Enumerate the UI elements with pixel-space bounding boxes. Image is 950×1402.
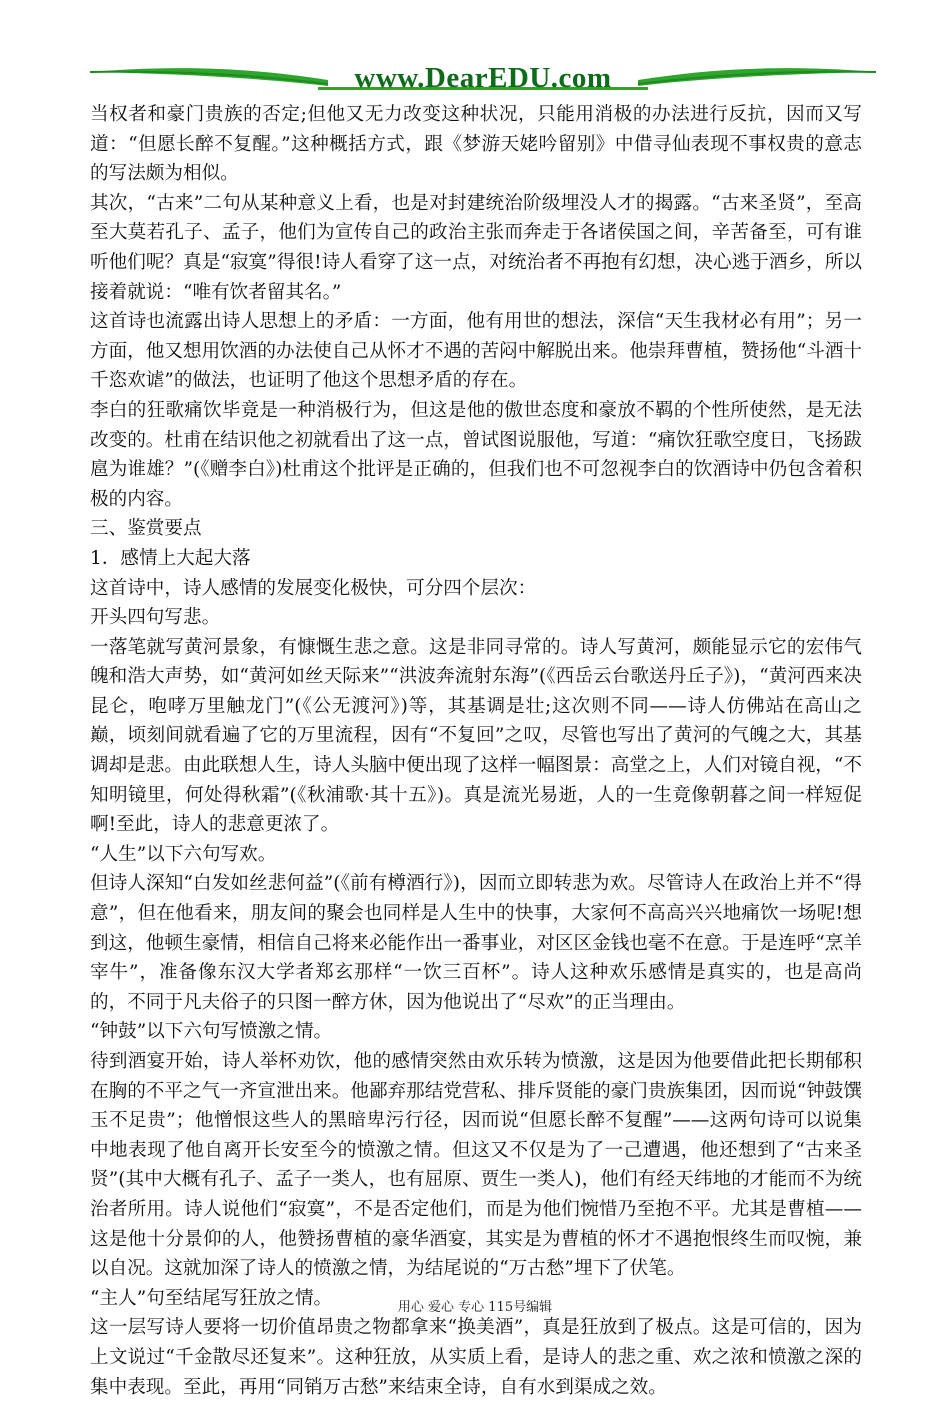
- section-heading: 三、鉴赏要点: [90, 518, 202, 540]
- paragraph: 待到酒宴开始，诗人举杯劝饮，他的感情突然由欢乐转为愤激，这是因为他要借此把长期郁积在胸的不平之气一齐宣泄出来。他鄙弃那结党营私、排斥贤能的豪门贵族集团，因而说“钟鼓馔玉不足贵”；他憎恨这些人的黑暗卑污行径，因而说“但愿长醉不复醒”——这两句诗可以说集中地表现了他自离开长安至今的愤激之情。但这又不仅是为了一己遭遇，他还想到了“古来圣贤”(其中大概有孔子、孟子一类人，也有屈原、贾生一类人)，他们有经天纬地的才能而不为统治者所用。诗人说他们“寂寞”，不是否定他们，而是为他们惋惜乃至抱不平。尤其是曹植——这是他十分景仰的人，他赞扬曹植的豪华酒宴，其实是为曹植的怀才不遇抱恨终生而叹惋，兼以自况。这就加深了诗人的愤激之情，为结尾说的“万古愁”埋下了伏笔。: [90, 1051, 862, 1280]
- paragraph: 这一层写诗人要将一切价值昂贵之物都拿来“换美酒”，真是狂放到了极点。这是可信的，因为上文说过“千金散尽还复来”。这种狂放，从实质上看，是诗人的悲之重、欢之浓和愤激之深的集中表现。至此，再用“同销万古愁”来结束全诗，自有水到渠成之效。: [90, 1317, 862, 1398]
- layer-heading: “主人”句至结尾写狂放之情。: [90, 1287, 333, 1309]
- paragraph: 这首诗也流露出诗人思想上的矛盾：一方面，他有用世的想法，深信“天生我材必有用”；另一方面，他又想用饮酒的办法使自己从怀才不遇的苦闷中解脱出来。他崇拜曹植，赞扬他“斗酒十千恣欢谑”的做法，也证明了他这个思想矛盾的存在。: [90, 311, 862, 392]
- layer-heading: “人生”以下六句写欢。: [90, 843, 277, 865]
- paragraph: 但诗人深知“白发如丝悲何益”(《前有樽酒行》)，因而立即转悲为欢。尽管诗人在政治上并不“得意”，但在他看来，朋友间的聚会也同样是人生中的快事，大家何不高高兴兴地痛饮一场呢!想到这，他顿生豪情，相信自己将来必能作出一番事业，对区区金钱也毫不在意。于是连呼“烹羊宰牛”，准备像东汉大学者郑玄那样“一饮三百杯”。诗人这种欢乐感情是真实的，也是高尚的，不同于凡夫俗子的只图一醉方休，因为他说出了“尽欢”的正当理由。: [90, 873, 862, 1013]
- site-logo[interactable]: www.DearEDU.com: [354, 62, 612, 94]
- layer-heading: “钟鼓”以下六句写愤激之情。: [90, 1021, 333, 1043]
- paragraph: 一落笔就写黄河景象，有慷慨生悲之意。这是非同寻常的。诗人写黄河，颇能显示它的宏伟气魄和浩大声势，如“黄河如丝天际来”“洪波奔流射东海”(《西岳云台歌送丹丘子》)，“黄河西来决昆仑，咆哮万里触龙门”(《公无渡河》)等，其基调是壮;这次则不同——诗人仿佛站在高山之巅，顷刻间就看遍了它的万里流程，因有“不复回”之叹，尽管也写出了黄河的气魄之大，其基调却是悲。由此联想人生，诗人头脑中便出现了这样一幅图景：高堂之上，人们对镜自视，“不知明镜里，何处得秋霜”(《秋浦歌·其十五》)。真是流光易逝，人的一生竟像朝暮之间一样短促啊!至此，诗人的悲意更浓了。: [90, 636, 862, 836]
- article-body: [90, 100, 862, 1402]
- page-header: [88, 60, 878, 94]
- subsection-heading: 1．感情上大起大落: [90, 547, 251, 569]
- layer-heading: 开头四句写悲。: [90, 607, 221, 629]
- paragraph: 这首诗中，诗人感情的发展变化极快，可分四个层次：: [90, 577, 537, 599]
- paragraph: 当权者和豪门贵族的否定;但他又无力改变这种状况，只能用消极的办法进行反抗，因而又写道：“但愿长醉不复醒。”这种概括方式，跟《梦游天姥吟留别》中借寻仙表现不事权贵的意志的写法颇为相似。: [90, 104, 862, 185]
- paragraph: 其次，“古来”二句从某种意义上看，也是对封建统治阶级埋没人才的揭露。“古来圣贤”，至高至大莫若孔子、孟子，他们为宣传自己的政治主张而奔走于各诸侯国之间，辛苦备至，可有谁听他们呢？真是“寂寞”得很!诗人看穿了这一点，对统治者不再抱有幻想，决心逃于酒乡，所以接着就说：“唯有饮者留其名。”: [90, 192, 862, 303]
- page-footer: 用心 爱心 专心 115号编辑: [397, 1300, 553, 1315]
- paragraph: 李白的狂歌痛饮毕竟是一种消极行为，但这是他的傲世态度和豪放不羁的个性所使然，是无法改变的。杜甫在结识他之初就看出了这一点，曾试图说服他，写道：“痛饮狂歌空度日，飞扬跋扈为谁雄？”(《赠李白》)杜甫这个批评是正确的，但我们也不可忽视李白的饮酒诗中仍包含着积极的内容。: [90, 399, 862, 510]
